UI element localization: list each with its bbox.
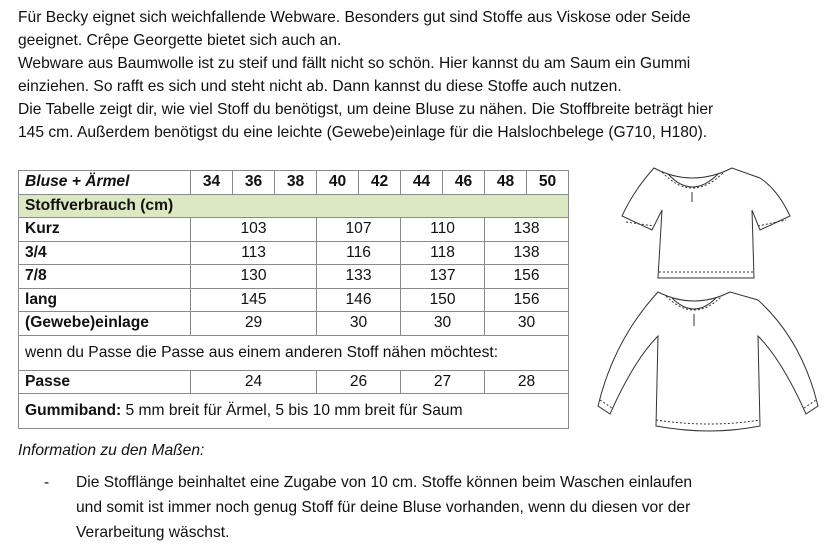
header-label: Bluse + Ärmel — [19, 171, 191, 195]
table-row — [19, 312, 569, 336]
value-cell: 30 — [485, 312, 569, 336]
value-cell: 150 — [401, 288, 485, 312]
bullet-line: Verarbeitung wäschst. — [76, 524, 230, 541]
table-row — [19, 265, 569, 289]
value-cell: 103 — [191, 218, 317, 242]
intro-line: 145 cm. Außerdem benötigst du eine leichte (Gewebe)einlage für die Halslochbelege (G710, H180). — [18, 124, 708, 141]
value-cell: 107 — [317, 218, 401, 242]
passe-note: wenn du Passe die Passe aus einem anderen Stoff nähen möchtest: — [19, 335, 569, 370]
intro-line: einziehen. So rafft es sich und steht nicht ab. Dann kannst du diese Stoffe auch nutzen. — [18, 78, 622, 95]
info-title: Information zu den Maßen: — [18, 442, 205, 459]
value-cell: 113 — [191, 241, 317, 265]
size-cell: 42 — [359, 171, 401, 195]
table-header-row — [19, 171, 569, 195]
row-label: lang — [19, 288, 191, 312]
intro-line: geeignet. Crêpe Georgette bietet sich auch an. — [18, 32, 342, 49]
size-cell: 44 — [401, 171, 443, 195]
intro-line: Webware aus Baumwolle ist zu steif und fällt nicht so schön. Hier kannst du am Saum ein Gummi — [18, 55, 691, 72]
passe-note-row — [19, 335, 569, 370]
bullet-dash: - — [44, 474, 50, 491]
gummiband-cell — [19, 394, 569, 429]
gummiband-text: 5 mm breit für Ärmel, 5 bis 10 mm breit für Saum — [121, 402, 463, 419]
value-cell: 130 — [191, 265, 317, 289]
size-cell: 40 — [317, 171, 359, 195]
value-cell: 29 — [191, 312, 317, 336]
value-cell: 118 — [401, 241, 485, 265]
value-cell: 28 — [485, 370, 569, 394]
value-cell: 24 — [191, 370, 317, 394]
row-label: Passe — [19, 370, 191, 394]
bullet-line: Die Stofflänge beinhaltet eine Zugabe von 10 cm. Stoffe können beim Waschen einlaufen — [76, 474, 693, 491]
intro-line: Die Tabelle zeigt dir, wie viel Stoff du benötigst, um deine Bluse zu nähen. Die Stoffbreite beträgt hier — [18, 101, 714, 118]
size-cell: 46 — [443, 171, 485, 195]
bullet-line: und somit ist immer noch genug Stoff für deine Bluse vorhanden, wenn du diesen vor der — [76, 499, 691, 516]
value-cell: 137 — [401, 265, 485, 289]
size-cell: 48 — [485, 171, 527, 195]
size-cell: 36 — [233, 171, 275, 195]
row-label: (Gewebe)einlage — [19, 312, 191, 336]
gummiband-row — [19, 394, 569, 429]
row-label: 3/4 — [19, 241, 191, 265]
gummiband-label: Gummiband: — [25, 402, 122, 419]
value-cell: 30 — [317, 312, 401, 336]
row-label: 7/8 — [19, 265, 191, 289]
value-cell: 156 — [485, 288, 569, 312]
fabric-table — [18, 170, 569, 429]
table-row — [19, 241, 569, 265]
value-cell: 156 — [485, 265, 569, 289]
short-sleeve-blouse-sketch — [622, 168, 790, 278]
size-cell: 38 — [275, 171, 317, 195]
value-cell: 30 — [401, 312, 485, 336]
intro-text — [18, 6, 818, 144]
table-row — [19, 218, 569, 242]
long-sleeve-blouse-sketch — [598, 292, 818, 431]
value-cell: 110 — [401, 218, 485, 242]
value-cell: 145 — [191, 288, 317, 312]
value-cell: 116 — [317, 241, 401, 265]
size-cell: 34 — [191, 171, 233, 195]
blouse-sketches — [582, 160, 822, 445]
bullet-text — [76, 470, 776, 545]
section-row — [19, 194, 569, 218]
value-cell: 146 — [317, 288, 401, 312]
table-row — [19, 370, 569, 394]
size-cell: 50 — [527, 171, 569, 195]
value-cell: 133 — [317, 265, 401, 289]
value-cell: 138 — [485, 241, 569, 265]
table-row — [19, 288, 569, 312]
intro-line: Für Becky eignet sich weichfallende Webware. Besonders gut sind Stoffe aus Viskose oder Seide — [18, 9, 691, 26]
value-cell: 138 — [485, 218, 569, 242]
value-cell: 27 — [401, 370, 485, 394]
section-label: Stoffverbrauch (cm) — [19, 194, 569, 218]
row-label: Kurz — [19, 218, 191, 242]
value-cell: 26 — [317, 370, 401, 394]
